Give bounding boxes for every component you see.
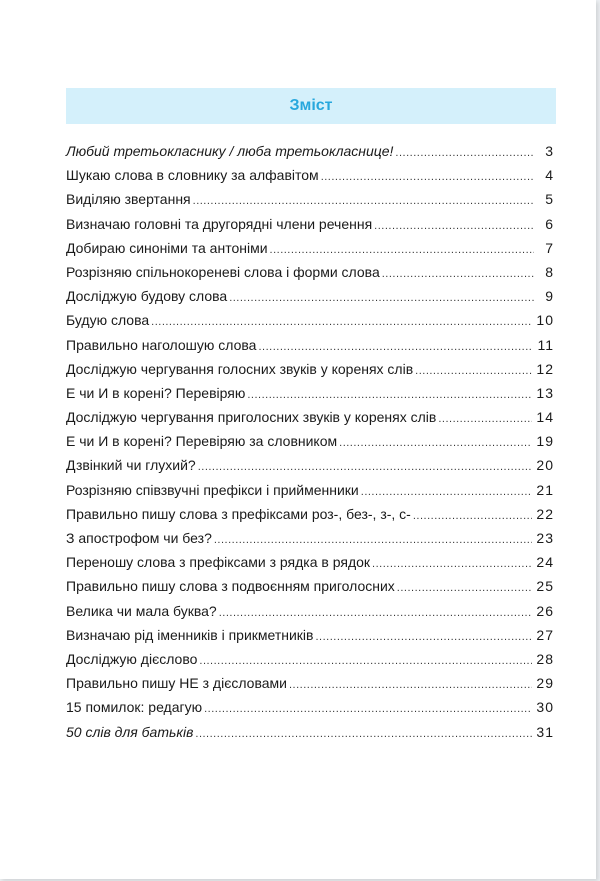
dot-leader [395, 147, 534, 159]
toc-entry-page-number: 11 [537, 336, 554, 353]
toc-entry-page-number: 14 [536, 409, 554, 426]
toc-entry-title: Досліджую будову слова [66, 288, 228, 305]
dot-leader [289, 679, 532, 691]
toc-entry-page-number: 28 [536, 650, 554, 667]
toc-entry[interactable] [66, 409, 554, 433]
toc-entry-page-number: 22 [536, 505, 554, 522]
toc-entry-page-number: 25 [536, 578, 554, 595]
toc-entry-page-number: 20 [536, 457, 554, 474]
toc-entry-title: Досліджую дієслово [66, 650, 198, 667]
toc-entry-page-number: 8 [545, 263, 554, 280]
toc-entry-title: Дзвінкий чи глухий? [66, 457, 196, 474]
dot-leader [415, 365, 532, 377]
dot-leader [413, 510, 533, 522]
toc-entry-page-number: 7 [545, 239, 554, 256]
dot-leader [151, 316, 532, 328]
toc-entry[interactable] [66, 216, 554, 240]
toc-entry[interactable] [66, 506, 554, 530]
toc-entry[interactable] [66, 361, 554, 385]
toc-entry-page-number: 30 [536, 699, 554, 716]
toc-entry-page-number: 24 [536, 554, 554, 571]
toc-entry-page-number: 29 [536, 675, 554, 692]
toc-entry[interactable] [66, 433, 554, 457]
dot-leader [204, 703, 532, 715]
toc-entry-title: Правильно пишу слова з подвоєнням приголосних [66, 578, 395, 595]
dot-leader [193, 195, 534, 207]
toc-entry-title: Правильно пишу слова з префіксами роз-, без-, з-, с- [66, 505, 411, 522]
toc-entry[interactable] [66, 143, 554, 167]
toc-entry[interactable] [66, 337, 554, 361]
contents-title: Зміст [289, 97, 333, 114]
dot-leader [438, 413, 532, 425]
toc-entry[interactable] [66, 554, 554, 578]
toc-entry[interactable] [66, 457, 554, 481]
toc-entry[interactable] [66, 312, 554, 336]
dot-leader [247, 389, 532, 401]
toc-entry-page-number: 31 [536, 723, 554, 740]
toc-entry-page-number: 13 [536, 384, 554, 401]
toc-entry-page-number: 10 [536, 312, 554, 329]
toc-entry[interactable] [66, 530, 554, 554]
toc-entry-title: Е чи И в корені? Перевіряю за словником [66, 433, 338, 450]
toc-entry[interactable] [66, 699, 554, 723]
toc-entry-title: Правильно наголошую слова [66, 336, 257, 353]
dot-leader [372, 558, 532, 570]
toc-entry-title: З апострофом чи без? [66, 530, 212, 546]
dot-leader [258, 341, 533, 353]
toc-entry[interactable] [66, 603, 554, 627]
toc-entry-title: Визначаю рід іменників і прикметників [66, 626, 314, 643]
toc-entry-page-number: 27 [536, 626, 554, 643]
toc-entry[interactable] [66, 675, 554, 699]
toc-entry-page-number: 9 [545, 288, 554, 305]
toc-entry-page-number: 21 [536, 481, 554, 498]
toc-entry-title: Виділяю звертання [66, 191, 191, 208]
contents-header-band [66, 88, 556, 124]
toc-entry-title: Визначаю головні та другорядні члени речення [66, 215, 373, 232]
toc-entry-title: Розрізняю співзвучні префікси і прийменники [66, 481, 359, 498]
toc-entry-title: Досліджую чергування голосних звуків у коренях слів [66, 360, 414, 377]
dot-leader [198, 461, 533, 473]
dot-leader [214, 534, 533, 546]
toc-entry[interactable] [66, 385, 554, 409]
toc-entry-page-number: 19 [536, 433, 554, 450]
toc-entry-title: Будую слова [66, 312, 150, 329]
dot-leader [361, 486, 533, 498]
toc-entry[interactable] [66, 482, 554, 506]
dot-leader [339, 437, 532, 449]
toc-entry-title: Любий третьокласнику / люба третьокласнице! [66, 143, 394, 159]
toc-entry[interactable] [66, 167, 554, 191]
toc-entry-page-number: 12 [536, 360, 554, 377]
toc-entry[interactable] [66, 651, 554, 675]
toc-entry-title: Добираю синоніми та антоніми [66, 239, 268, 256]
toc-entry[interactable] [66, 191, 554, 215]
toc-entry[interactable] [66, 724, 554, 748]
dot-leader [199, 655, 532, 667]
dot-leader [321, 171, 534, 183]
dot-leader [315, 631, 532, 643]
toc-entry-page-number: 23 [536, 530, 554, 546]
dot-leader [382, 268, 534, 280]
toc-entry-page-number: 3 [545, 143, 554, 159]
dot-leader [270, 244, 534, 256]
dot-leader [374, 220, 534, 232]
toc-entry-page-number: 6 [545, 215, 554, 232]
toc-entry-title: Досліджую чергування приголосних звуків у коренях слів [66, 409, 437, 426]
toc-entry-title: 50 слів для батьків [66, 723, 194, 740]
toc-entry-page-number: 5 [545, 191, 554, 208]
toc-entry-title: Переношу слова з префіксами з рядка в рядок [66, 554, 371, 571]
toc-entry-title: Шукаю слова в словнику за алфавітом [66, 167, 319, 184]
toc-entry-title: Правильно пишу НЕ з дієсловами [66, 675, 287, 692]
toc-entry[interactable] [66, 264, 554, 288]
toc-entry-page-number: 26 [536, 602, 554, 619]
toc-entry-title: Велика чи мала буква? [66, 602, 217, 619]
toc-entry-title: Розрізняю спільнокореневі слова і форми слова [66, 263, 380, 280]
dot-leader [229, 292, 534, 304]
dot-leader [195, 728, 532, 740]
toc-entry[interactable] [66, 627, 554, 651]
dot-leader [397, 582, 533, 594]
toc-entry[interactable] [66, 578, 554, 602]
toc-entry-page-number: 4 [545, 167, 554, 184]
toc-entry[interactable] [66, 240, 554, 264]
toc-entry[interactable] [66, 288, 554, 312]
toc-entry-title: Е чи И в корені? Перевіряю [66, 384, 246, 401]
dot-leader [219, 607, 533, 619]
toc-entry-title: 15 помилок: редагую [66, 699, 203, 716]
table-of-contents [66, 143, 554, 748]
